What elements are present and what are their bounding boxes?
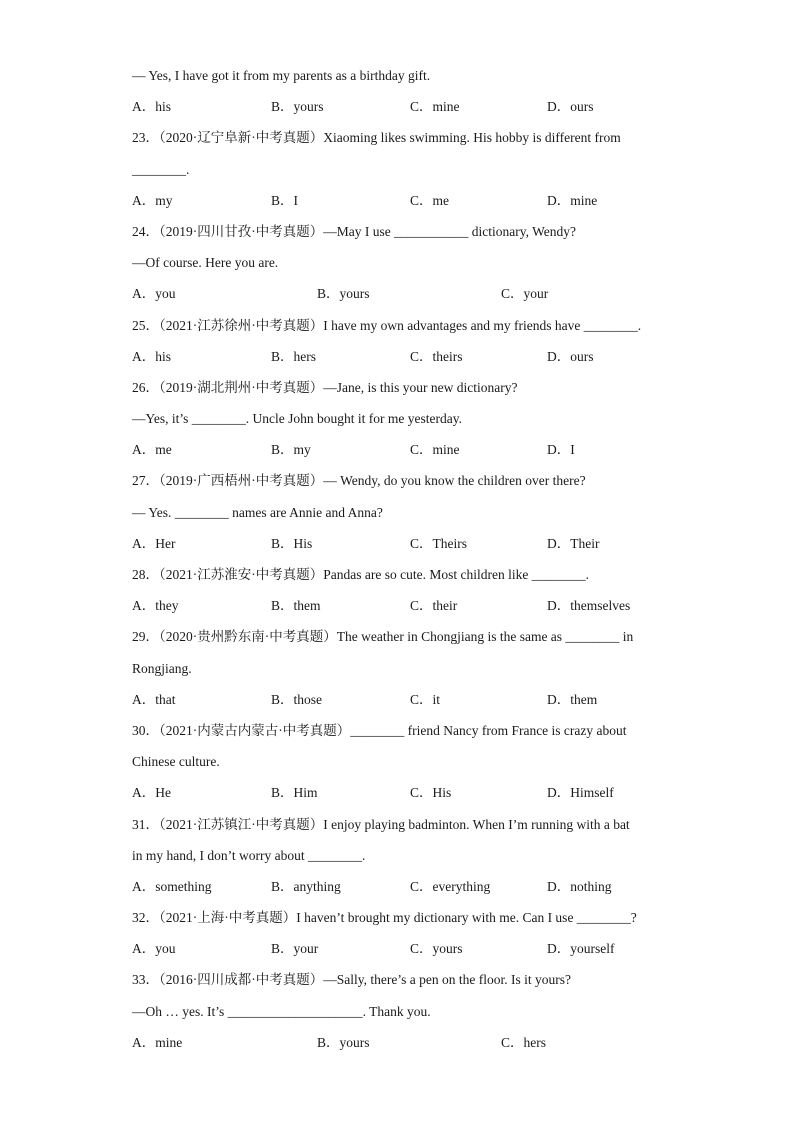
question-line: in my hand, I don’t worry about ________. (132, 847, 366, 863)
answer-option: B．those (271, 691, 323, 707)
answer-option: C．hers (501, 1034, 546, 1050)
options-row (132, 528, 672, 559)
answer-option: C．everything (410, 878, 491, 894)
answer-option: B．anything (271, 878, 341, 894)
answer-option: A．you (132, 941, 176, 957)
answer-option: A．his (132, 99, 172, 115)
answer-option: D．Their (547, 535, 600, 551)
answer-option: A．mine (132, 1034, 183, 1050)
question-stem: 23．（2020·辽宁阜新·中考真题）Xiaoming likes swimming. His hobby is different from (132, 130, 621, 146)
question-block (132, 60, 672, 122)
answer-option: D．mine (547, 192, 598, 208)
question-stem: 29．（2020·贵州黔东南·中考真题）The weather in Chongjiang is the same as ________ in (132, 629, 634, 645)
question-block (132, 964, 672, 1058)
answer-option: C．me (410, 192, 449, 208)
question-line: —Yes, it’s ________. Uncle John bought it for me yesterday. (132, 411, 462, 427)
answer-option: D．them (547, 691, 598, 707)
answer-option: A．Her (132, 535, 176, 551)
question-block (132, 372, 672, 466)
answer-option: B．His (271, 535, 313, 551)
answer-option: C．their (410, 598, 458, 614)
answer-option: B．yours (317, 1034, 370, 1050)
question-stem: 28．（2021·江苏淮安·中考真题）Pandas are so cute. Most children like ________. (132, 567, 590, 582)
answer-option: C．yours (410, 941, 463, 957)
question-line: — Yes. ________ names are Annie and Anna? (132, 504, 383, 520)
options-row (132, 871, 672, 902)
answer-option: D．I (547, 442, 575, 458)
options-row (132, 933, 672, 964)
answer-option: D．themselves (547, 598, 631, 614)
options-row (132, 341, 672, 372)
answer-option: C．His (410, 785, 452, 801)
answer-option: B．Him (271, 785, 318, 801)
question-line: —Of course. Here you are. (132, 255, 279, 271)
answer-option: A．they (132, 598, 179, 614)
question-stem: 24．（2019·四川甘孜·中考真题）—May I use ___________ dictionary, Wendy? (132, 223, 576, 239)
options-row (132, 91, 672, 122)
question-stem: 33．（2016·四川成都·中考真题）—Sally, there’s a pen on the floor. Is it yours? (132, 972, 571, 988)
question-block (132, 715, 672, 809)
options-row (132, 185, 672, 216)
question-block (132, 310, 672, 372)
answer-option: C．your (501, 286, 549, 302)
question-stem: 26．（2019·湖北荆州·中考真题）—Jane, is this your new dictionary? (132, 379, 518, 395)
question-stem: 27．（2019·广西梧州·中考真题）— Wendy, do you know the children over there? (132, 473, 586, 489)
answer-option: A．something (132, 878, 212, 894)
options-row (132, 684, 672, 715)
answer-option: A．his (132, 348, 172, 364)
answer-option: B．yours (317, 286, 370, 302)
question-line: ________. (132, 161, 190, 177)
answer-option: D．ours (547, 348, 594, 364)
question-stem: — Yes, I have got it from my parents as a birthday gift. (132, 68, 431, 83)
question-block (132, 122, 672, 216)
answer-option: B．yours (271, 99, 324, 115)
question-block (132, 216, 672, 310)
answer-option: A．He (132, 785, 171, 801)
question-block (132, 809, 672, 903)
answer-option: C．Theirs (410, 535, 467, 551)
answer-option: D．ours (547, 99, 594, 115)
answer-option: D．yourself (547, 941, 615, 957)
options-row (132, 590, 672, 621)
answer-option: C．it (410, 691, 441, 707)
options-row (132, 1027, 672, 1058)
answer-option: C．mine (410, 442, 460, 458)
question-block (132, 465, 672, 559)
answer-option: A．me (132, 442, 172, 458)
question-block (132, 902, 672, 964)
question-stem: 31．（2021·江苏镇江·中考真题）I enjoy playing badminton. When I’m running with a bat (132, 816, 630, 832)
answer-option: B．your (271, 941, 319, 957)
answer-option: B．them (271, 598, 321, 614)
options-row (132, 434, 672, 465)
answer-option: C．theirs (410, 348, 463, 364)
question-stem: 32．（2021·上海·中考真题）I haven’t brought my dictionary with me. Can I use ________? (132, 910, 637, 926)
options-row (132, 278, 672, 309)
question-block (132, 621, 672, 715)
question-line: —Oh … yes. It’s ____________________. Thank you. (132, 1003, 431, 1019)
answer-option: C．mine (410, 99, 460, 115)
answer-option: A．that (132, 691, 176, 707)
answer-option: D．Himself (547, 785, 614, 801)
answer-option: A．you (132, 286, 176, 302)
answer-option: A．my (132, 192, 173, 208)
question-line: Chinese culture. (132, 754, 220, 770)
question-block (132, 559, 672, 621)
answer-option: D．nothing (547, 878, 612, 894)
worksheet-page (132, 60, 672, 1058)
question-stem: 25．（2021·江苏徐州·中考真题）I have my own advantages and my friends have ________. (132, 317, 642, 333)
answer-option: B．hers (271, 348, 316, 364)
options-row (132, 777, 672, 808)
question-stem: 30．（2021·内蒙古内蒙古·中考真题）________ friend Nancy from France is crazy about (132, 722, 627, 738)
question-line: Rongjiang. (132, 660, 192, 676)
answer-option: B．I (271, 192, 298, 208)
answer-option: B．my (271, 442, 311, 458)
